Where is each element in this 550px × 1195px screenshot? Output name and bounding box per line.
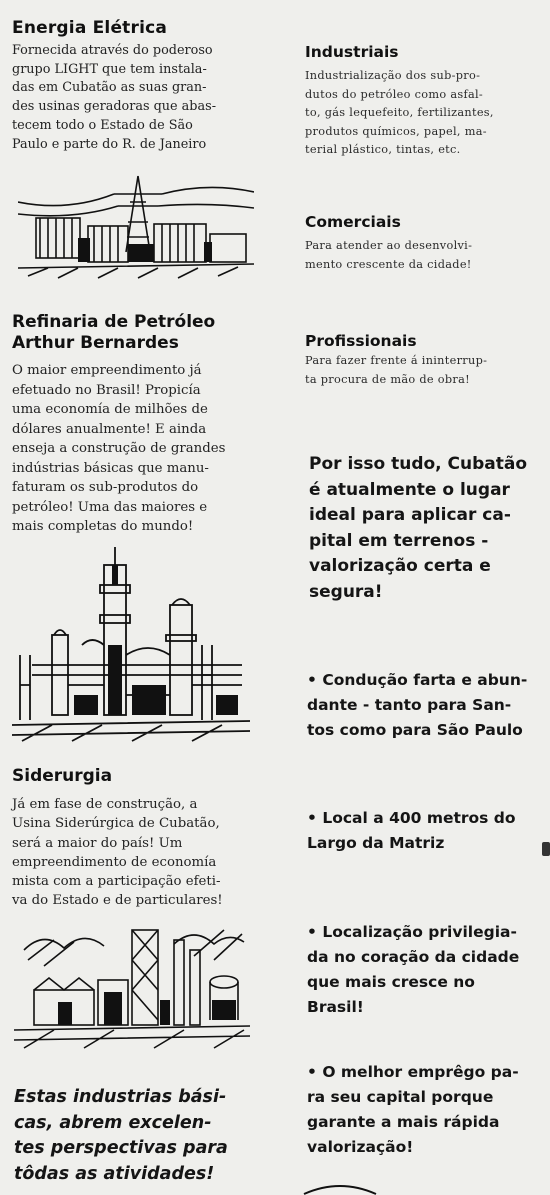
promo-statement [309,452,537,605]
bullet-investment [307,1060,537,1160]
text-line: cas, abrem excelen- [14,1112,212,1133]
power-plant-illustration [18,172,254,287]
steel-mill-illustration [14,920,250,1050]
bullet-dot-icon: • [307,809,317,827]
text-line: dante - tanto para San- [307,696,512,714]
text-line: que mais cresce no Brasil! [307,973,475,1016]
text-line: Condução farta e abun- [322,671,528,689]
text-line: valorização certa e [309,556,491,576]
text-line: dutos do petróleo como asfal- [305,87,484,101]
page-edge-mark [542,842,550,856]
refinaria-text [12,361,242,537]
text-line: Por isso tudo, Cubatão [309,454,528,474]
text-line: terial plástico, tintas, etc. [305,143,461,156]
text-line: valorização! [307,1138,414,1156]
text-line: tôdas as atividades! [14,1163,215,1184]
text-line: da no coração da cidade [307,948,520,966]
text-line: Estas industrias bási- [14,1087,227,1107]
profissionais-heading: Profissionais [305,332,417,350]
text-line: mais completas do mundo! [12,519,194,534]
text-line: tes perspectivas para [14,1138,228,1158]
text-line: Para fazer frente á ininterrup- [305,354,488,367]
text-line: ideal para aplicar ca- [309,505,511,525]
text-line: das em Cubatão as suas gran- [12,80,207,96]
industriais-text [305,67,533,160]
bullet-dot-icon: • [307,923,317,941]
text-line: efetuado no Brasil! Propicía [12,382,201,398]
bullet-transport [307,668,537,743]
text-line: Industrialização dos sub-pro- [305,69,481,82]
page-bottom-arc [300,1180,380,1195]
siderurgia-heading: Siderurgia [12,766,113,786]
text-line: ra seu capital porque [307,1088,494,1106]
text-line: empreendimento de economía [12,854,217,870]
text-line: petróleo! Uma das maiores e [12,499,208,515]
text-line: Usina Siderúrgica de Cubatão, [12,816,220,832]
text-line: tecem todo o Estado de São [12,117,193,133]
energia-text [12,42,250,154]
comerciais-heading: Comerciais [305,213,401,231]
industriais-heading: Industriais [305,43,399,61]
text-line: garante a mais rápida [307,1113,500,1131]
text-line: Fornecida através do poderoso [12,43,213,58]
siderurgia-text [12,795,240,911]
text-line: dólares anualmente! E ainda [12,421,207,437]
text-line: Já em fase de construção, a [12,797,198,812]
text-line: indústrias básicas que manu- [12,460,209,476]
text-line: segura! [309,581,383,602]
bullet-privileged [307,920,537,1020]
text-line: Localização privilegia- [322,923,517,941]
text-line: ta procura de mão de obra! [305,372,470,386]
text-line: uma economía de milhões de [12,402,208,417]
text-line: Para atender ao desenvolvi- [305,239,473,252]
text-line: grupo LIGHT que tem instala- [12,61,207,77]
text-line: tos como para São Paulo [307,721,523,739]
text-line: des usinas geradoras que abas- [12,99,217,115]
text-line: mista com a participação efeti- [12,874,221,890]
profissionais-text [305,352,533,389]
energia-heading: Energia Elétrica [12,18,168,38]
heading-line: Refinaria de Petróleo [12,312,216,332]
refinaria-heading [12,312,215,354]
oil-refinery-illustration [12,545,250,745]
text-line: será a maior do país! Um [12,835,183,851]
text-line: Local a 400 metros do [322,809,516,827]
text-line: mento crescente da cidade! [305,257,472,271]
text-line: faturam os sub-produtos do [12,480,199,495]
text-line: enseja a construção de grandes [12,441,226,456]
bullet-dot-icon: • [307,1063,317,1081]
heading-line: Arthur Bernardes [12,333,179,353]
text-line: produtos químicos, papel, ma- [305,124,487,138]
text-line: Paulo e parte do R. de Janeiro [12,136,207,152]
bullet-dot-icon: • [307,671,317,689]
bullet-location [307,806,537,856]
text-line: to, gás lequefeito, fertilizantes, [305,106,494,119]
text-line: é atualmente o lugar [309,479,510,500]
closing-statement [14,1085,250,1187]
text-line: O melhor emprêgo pa- [322,1063,519,1081]
comerciais-text [305,237,533,274]
text-line: Largo da Matriz [307,834,445,852]
text-line: va do Estado e de particulares! [12,893,223,909]
text-line: pital em terrenos - [309,530,489,551]
text-line: O maior empreendimento já [12,363,202,378]
